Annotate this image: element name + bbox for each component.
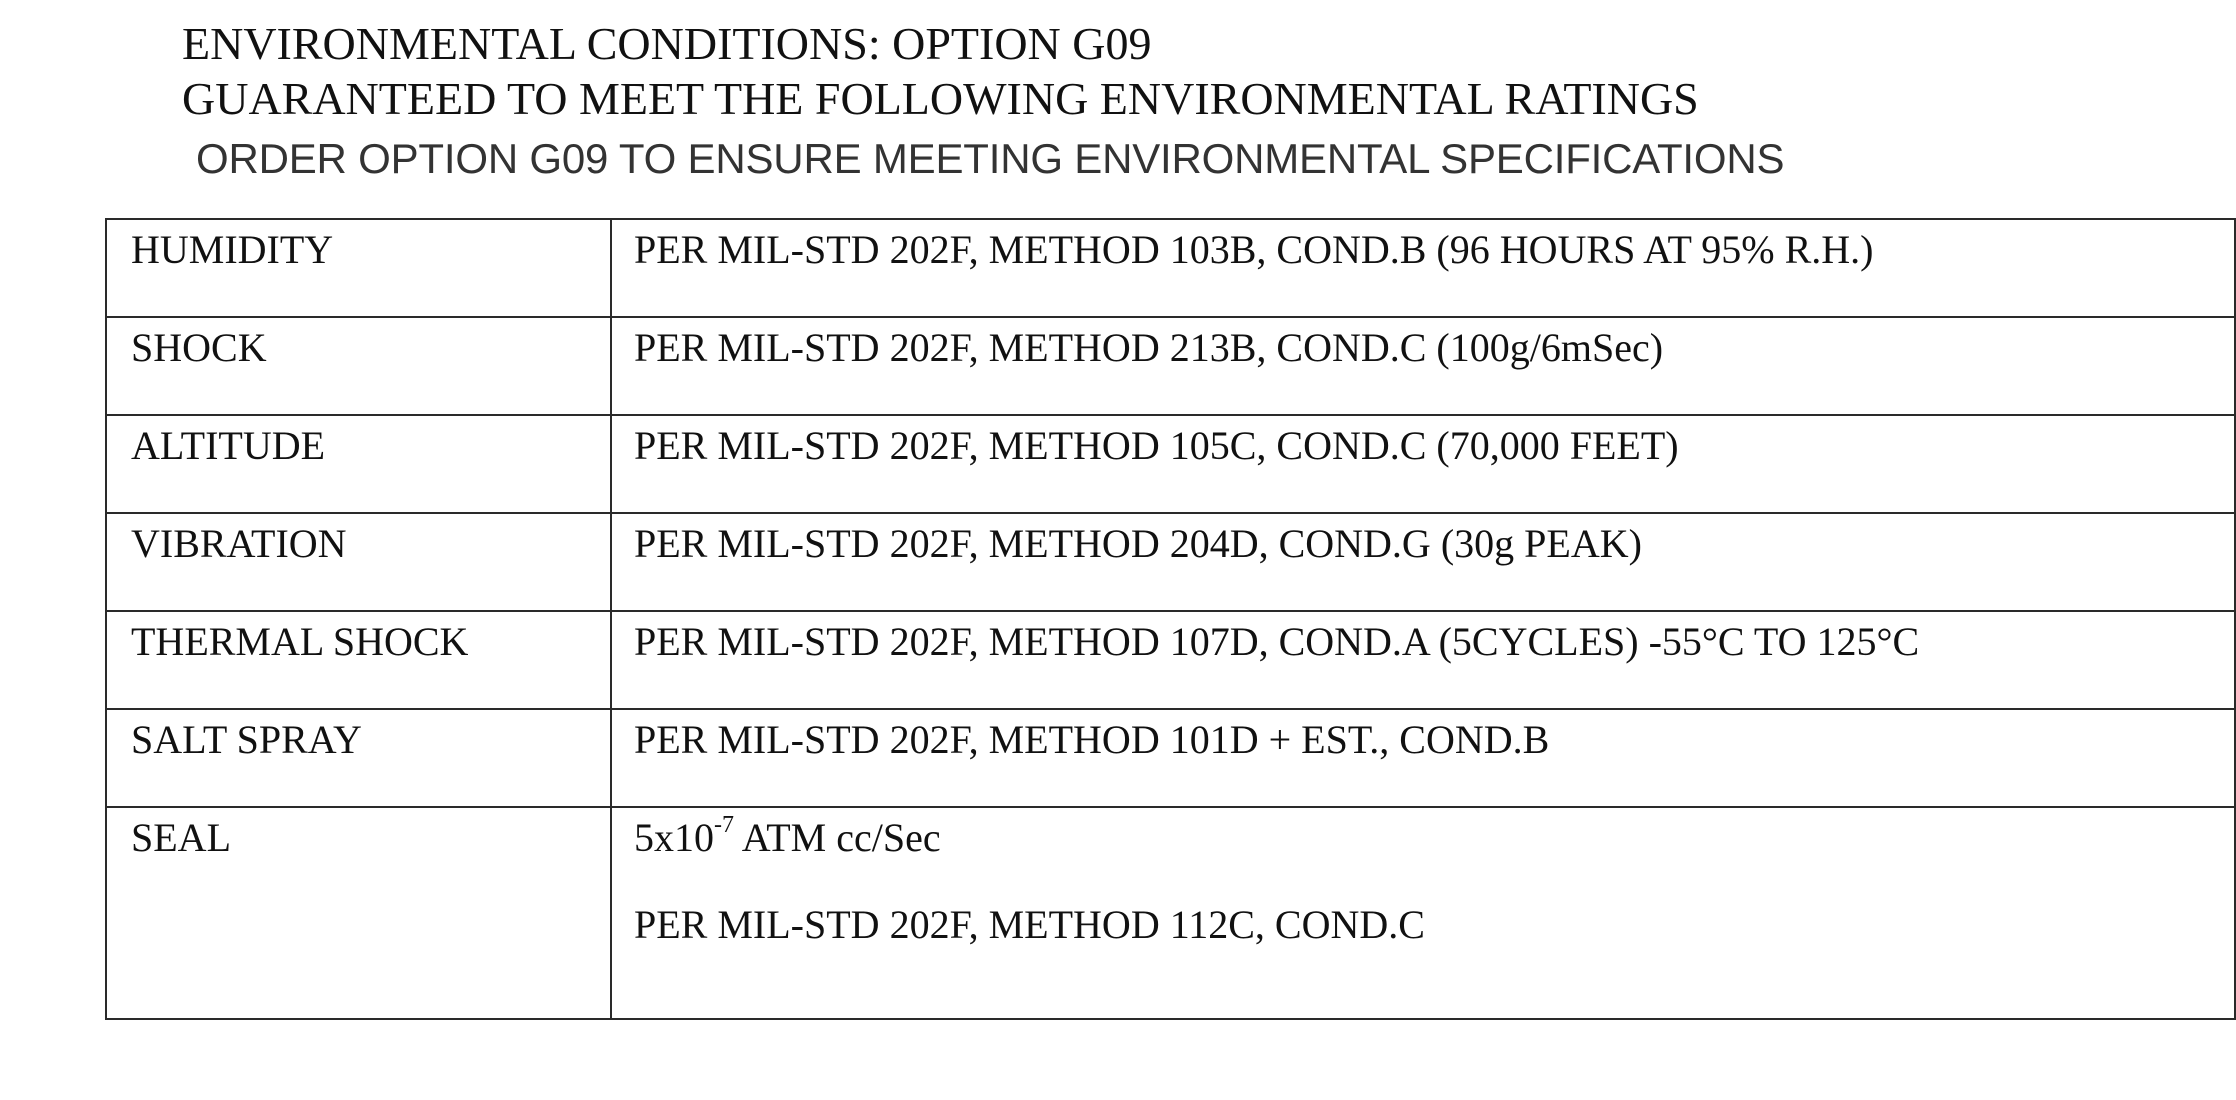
document-title: ENVIRONMENTAL CONDITIONS: OPTION G09 [182, 18, 1152, 69]
table-row [106, 611, 2235, 709]
seal-leak-rate [634, 814, 2212, 861]
seal-specification: PER MIL-STD 202F, METHOD 112C, COND.C [634, 902, 1425, 947]
order-note: ORDER OPTION G09 TO ENSURE MEETING ENVIRONMENTAL SPECIFICATIONS [196, 135, 1785, 182]
leak-rate-exponent: -7 [714, 812, 734, 838]
table-row [106, 709, 2235, 807]
parameter-cell: SALT SPRAY [106, 709, 611, 807]
parameter-cell: HUMIDITY [106, 219, 611, 317]
table-row [106, 317, 2235, 415]
specification-cell: PER MIL-STD 202F, METHOD 101D + EST., COND.B [611, 709, 2235, 807]
environmental-spec-table [105, 218, 2236, 1020]
parameter-cell: ALTITUDE [106, 415, 611, 513]
specification-cell: PER MIL-STD 202F, METHOD 204D, COND.G (30g PEAK) [611, 513, 2235, 611]
document-subtitle: GUARANTEED TO MEET THE FOLLOWING ENVIRONMENTAL RATINGS [182, 73, 1699, 124]
table-row [106, 219, 2235, 317]
specification-cell [611, 807, 2235, 1019]
specification-cell: PER MIL-STD 202F, METHOD 103B, COND.B (96 HOURS AT 95% R.H.) [611, 219, 2235, 317]
parameter-cell: THERMAL SHOCK [106, 611, 611, 709]
parameter-cell: SHOCK [106, 317, 611, 415]
leak-rate-base: 5x10 [634, 815, 714, 860]
specification-cell: PER MIL-STD 202F, METHOD 213B, COND.C (100g/6mSec) [611, 317, 2235, 415]
parameter-cell: VIBRATION [106, 513, 611, 611]
table-row [106, 415, 2235, 513]
table-row-seal [106, 807, 2235, 1019]
table-row [106, 513, 2235, 611]
parameter-cell: SEAL [106, 807, 611, 1019]
specification-cell: PER MIL-STD 202F, METHOD 105C, COND.C (70,000 FEET) [611, 415, 2235, 513]
leak-rate-unit: ATM cc/Sec [734, 815, 941, 860]
specification-cell: PER MIL-STD 202F, METHOD 107D, COND.A (5CYCLES) -55°C TO 125°C [611, 611, 2235, 709]
